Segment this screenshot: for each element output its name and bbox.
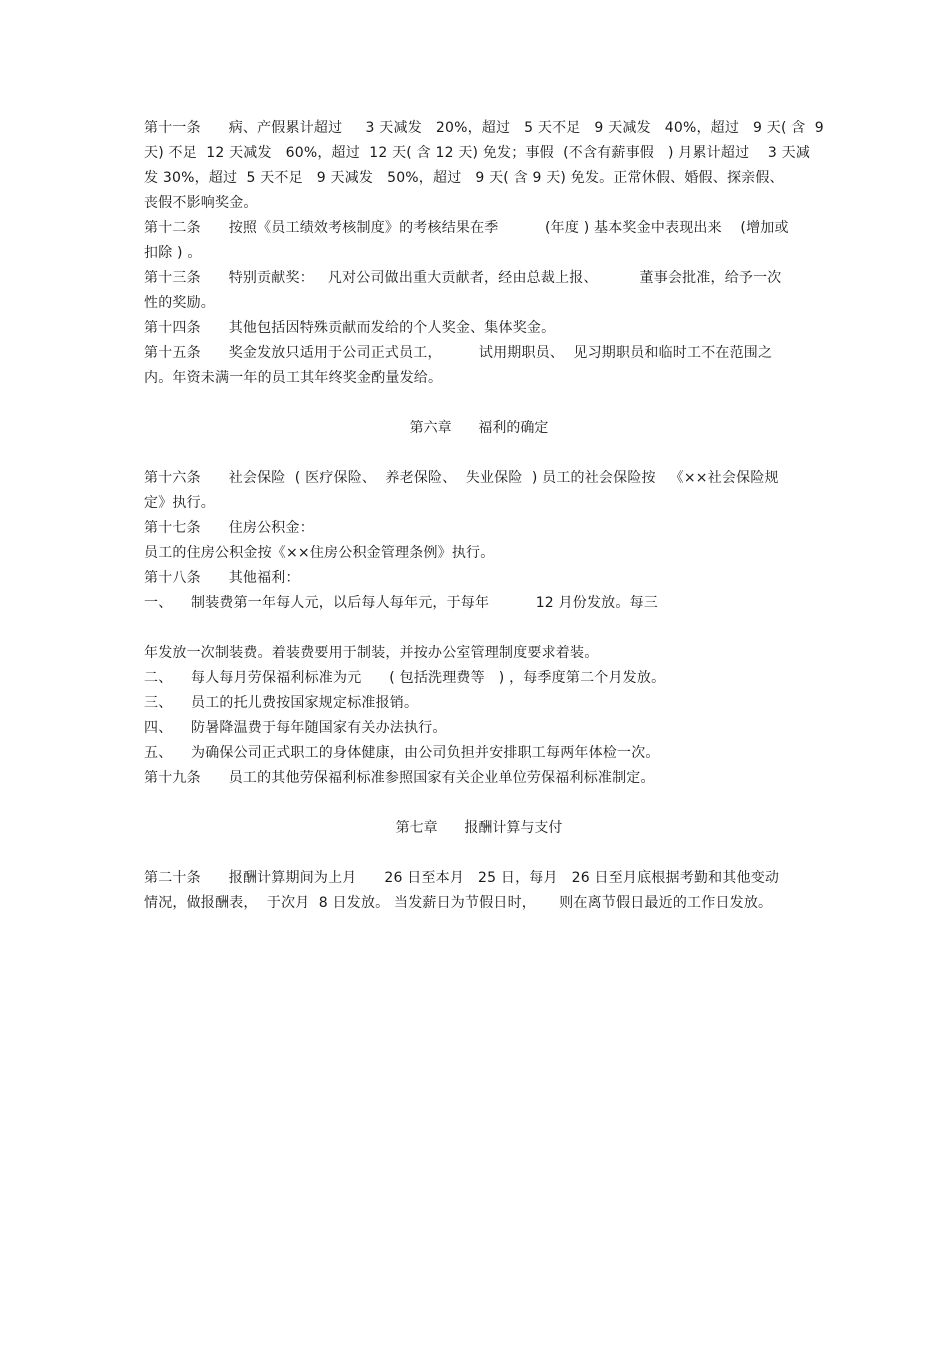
text-line: 四、 防暑降温费于每年随国家有关办法执行。 (144, 720, 447, 736)
text-line: 第二十条 报酬计算期间为上月 26 日至本月 25 日，每月 26 日至月底根据考勤和其他变动 (144, 870, 780, 886)
section-welfare (144, 466, 814, 791)
text-line: 年发放一次制装费。着装费要用于制装，并按办公室管理制度要求着装。 (144, 645, 599, 661)
text-line: 第十五条 奖金发放只适用于公司正式员工， 试用期职员、 见习期职员和临时工不在范围之 (144, 345, 773, 361)
text-line: 一、 制装费第一年每人元，以后每人每年元，于每年 12 月份发放。每三 (144, 595, 658, 611)
text-line: 情况，做报酬表， 于次月 8 日发放。 当发薪日为节假日时， 则在离节假日最近的工作日发放。 (144, 895, 773, 911)
chapter-7-heading: 第七章 报酬计算与支付 (395, 820, 563, 836)
text-line: 性的奖励。 (144, 295, 215, 311)
text-line: 扣除 ) 。 (144, 245, 202, 261)
text-line: 二、 每人每月劳保福利标准为元 ( 包括洗理费等 ) ，每季度第二个月发放。 (144, 670, 666, 686)
text-line: 第十一条 病、产假累计超过 3 天减发 20%，超过 5 天不足 9 天减发 40%，超过 9 天( 含 9 (144, 120, 824, 136)
text-line: 第十二条 按照《员工绩效考核制度》的考核结果在季 (年度 ) 基本奖金中表现出来 (增加或 (144, 220, 789, 236)
text-line: 第十四条 其他包括因特殊贡献而发给的个人奖金、集体奖金。 (144, 320, 556, 336)
text-line: 第十八条 其他福利： (144, 570, 300, 586)
text-line: 五、 为确保公司正式职工的身体健康，由公司负担并安排职工每两年体检一次。 (144, 745, 660, 761)
chapter-6-heading: 第六章 福利的确定 (409, 420, 549, 436)
text-line: 第十六条 社会保险 ( 医疗保险、 养老保险、 失业保险 ) 员工的社会保险按 《××社会保险规 (144, 470, 779, 486)
text-line: 天) 不足 12 天减发 60%，超过 12 天( 含 12 天) 免发；事假 (不含有薪事假 ) 月累计超过 3 天减 (144, 145, 811, 161)
text-line: 发 30%，超过 5 天不足 9 天减发 50%，超过 9 天( 含 9 天) 免发。正常休假、婚假、探亲假、 (144, 170, 784, 186)
text-line: 定》执行。 (144, 495, 215, 511)
section-bonus (144, 116, 824, 391)
text-line: 第十七条 住房公积金： (144, 520, 314, 536)
text-line: 内。年资未满一年的员工其年终奖金酌量发给。 (144, 370, 443, 386)
text-line: 员工的住房公积金按《××住房公积金管理条例》执行。 (144, 545, 495, 561)
text-line: 第十三条 特别贡献奖： 凡对公司做出重大贡献者，经由总裁上报、 董事会批准，给予一次 (144, 270, 782, 286)
text-line: 三、 员工的托儿费按国家规定标准报销。 (144, 695, 419, 711)
text-line: 第十九条 员工的其他劳保福利标准参照国家有关企业单位劳保福利标准制定。 (144, 770, 655, 786)
section-payment (144, 866, 814, 916)
text-line: 丧假不影响奖金。 (144, 195, 258, 211)
document-body (144, 116, 824, 916)
